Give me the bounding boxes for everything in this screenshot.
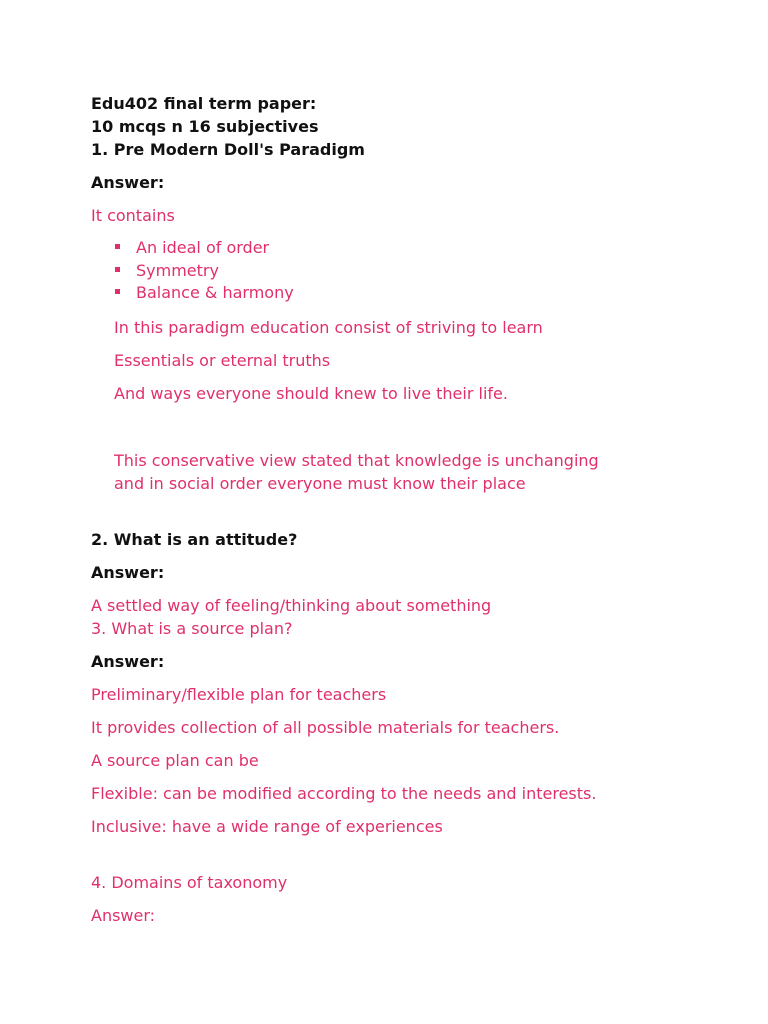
answer-1-bullet-list bbox=[114, 236, 294, 304]
list-item: Symmetry bbox=[114, 259, 294, 282]
answer-3-text: Inclusive: have a wide range of experiences bbox=[91, 817, 443, 836]
answer-2-text: A settled way of feeling/thinking about something bbox=[91, 596, 492, 615]
answer-1-paragraph: Essentials or eternal truths bbox=[114, 351, 331, 370]
square-bullet-icon bbox=[115, 244, 120, 249]
answer-label-3: Answer: bbox=[91, 652, 165, 671]
answer-label-1: Answer: bbox=[91, 173, 165, 192]
answer-3-text: It provides collection of all possible materials for teachers. bbox=[91, 718, 560, 737]
paper-title: Edu402 final term paper: bbox=[91, 94, 317, 113]
answer-3-text: Flexible: can be modified according to the needs and interests. bbox=[91, 784, 597, 803]
answer-label-4: Answer: bbox=[91, 906, 156, 925]
answer-1-paragraph: This conservative view stated that knowledge is unchanging bbox=[114, 451, 599, 470]
answer-3-text: Preliminary/flexible plan for teachers bbox=[91, 685, 387, 704]
question-1: 1. Pre Modern Doll's Paradigm bbox=[91, 140, 365, 159]
square-bullet-icon bbox=[115, 289, 120, 294]
answer-1-paragraph: And ways everyone should knew to live their life. bbox=[114, 384, 508, 403]
answer-1-paragraph: In this paradigm education consist of striving to learn bbox=[114, 318, 543, 337]
square-bullet-icon bbox=[115, 267, 120, 272]
list-item: An ideal of order bbox=[114, 236, 294, 259]
list-item: Balance & harmony bbox=[114, 281, 294, 304]
paper-subtitle: 10 mcqs n 16 subjectives bbox=[91, 117, 319, 136]
question-3: 3. What is a source plan? bbox=[91, 619, 293, 638]
question-2: 2. What is an attitude? bbox=[91, 530, 298, 549]
answer-1-intro: It contains bbox=[91, 206, 175, 225]
answer-3-text: A source plan can be bbox=[91, 751, 259, 770]
question-4: 4. Domains of taxonomy bbox=[91, 873, 288, 892]
answer-label-2: Answer: bbox=[91, 563, 165, 582]
answer-1-paragraph: and in social order everyone must know their place bbox=[114, 474, 526, 493]
